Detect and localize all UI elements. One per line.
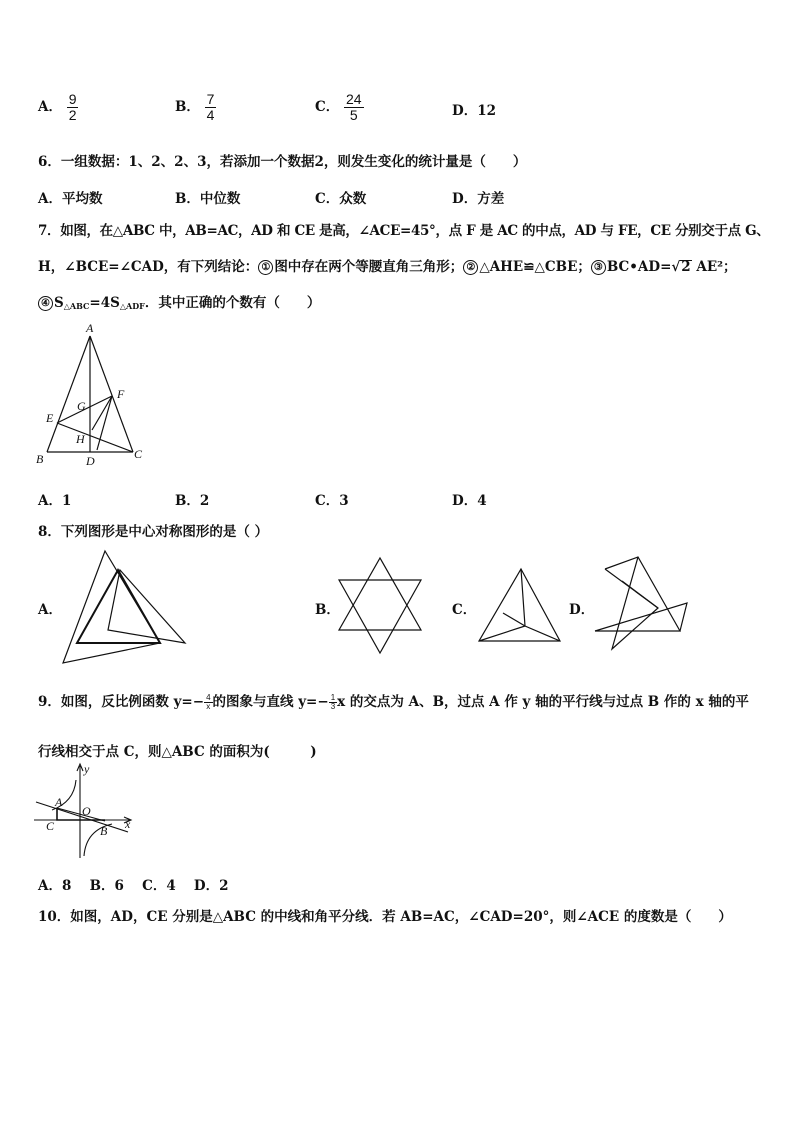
label-C: C [134, 447, 143, 461]
q9-graph-figure [30, 760, 140, 865]
q5-option-b [175, 92, 216, 123]
label-C: C [46, 819, 55, 833]
q7-conclusion-1: 图中存在两个等腰直角三角形； [274, 259, 464, 275]
axis-label-x: x [125, 817, 131, 831]
q5-option-a-numerator: 9 [68, 91, 77, 107]
q6-option-b: B．中位数 [175, 191, 241, 207]
q9-fraction-1 [204, 694, 212, 711]
q8-question-text: 8．下列图形是中心对称图形的是（ ） [38, 524, 269, 540]
label-A: A [55, 795, 63, 809]
q8-figure-a [60, 548, 190, 668]
q7-area-subscript-2: △ADF [119, 301, 145, 311]
q5-option-b-denominator: 4 [206, 107, 215, 123]
q7-conclusion-2: △AHE≌△CBE； [479, 259, 591, 275]
axis-label-y: y [84, 762, 90, 776]
q7-line2-prefix: H，∠BCE=∠CAD，有下列结论： [38, 259, 259, 275]
q6-option-d: D．方差 [452, 191, 505, 207]
q9-fraction-2-denominator: 3 [330, 702, 336, 711]
q7-area-equals: =4S [89, 295, 120, 311]
q5-option-c-fraction [344, 92, 364, 123]
q6-question-text: 6．一组数据：1、2、2、3，若添加一个数据2，则发生变化的统计量是（ ） [38, 154, 527, 170]
label-F: F [117, 387, 125, 401]
q7-option-d: D．4 [452, 493, 487, 509]
q5-option-c-denominator: 5 [349, 107, 358, 123]
q9-text-mid: 的图象与直线 y=− [212, 694, 329, 710]
q5-option-b-numerator: 7 [206, 91, 215, 107]
q9-question-line2: 行线相交于点 C，则△ABC 的面积为( ) [38, 744, 317, 760]
q9-fraction-2-numerator: 1 [330, 693, 336, 702]
q8-figure-d [592, 553, 692, 653]
q8-figure-c [475, 566, 565, 646]
q7-area-subscript-1: △ABC [63, 301, 90, 311]
q7-question-prompt: ．其中正确的个数有（ ） [144, 295, 321, 311]
q7-question-line3 [38, 291, 320, 311]
q5-option-a [38, 92, 78, 123]
q7-conclusion-4-marker: ④ [38, 296, 53, 311]
q5-option-c-label: C． [315, 99, 340, 115]
q9-options: A．8 B．6 C．4 D．2 [38, 878, 229, 894]
q8-option-c: C． [452, 602, 477, 618]
q7-conclusion-3-marker: ③ [591, 260, 606, 275]
q5-option-b-fraction [205, 92, 217, 123]
q10-question-text: 10．如图，AD，CE 分别是△ABC 的中线和角平分线．若 AB=AC，∠CAD=20°，则∠ACE 的度数是（ ） [38, 909, 732, 925]
q5-option-c-numerator: 24 [345, 91, 362, 107]
q5-option-a-denominator: 2 [68, 107, 77, 123]
label-H: H [76, 432, 85, 446]
q7-conclusion-1-marker: ① [258, 260, 273, 275]
q5-option-c [315, 92, 364, 123]
q7-question-line1: 7．如图，在△ABC 中，AB=AC，AD 和 CE 是高，∠ACE=45°，点 F 是 AC 的中点，AD 与 FE，CE 分别交于点 G、 [38, 223, 770, 239]
q9-question-line1 [38, 690, 749, 711]
q5-option-d: D．12 [452, 103, 496, 119]
q7-area-symbol-1: S [54, 295, 64, 311]
q9-text-pre: 9．如图，反比例函数 y=− [38, 694, 205, 710]
q7-triangle-figure [30, 320, 160, 470]
q7-conclusion-2-marker: ② [463, 260, 478, 275]
sqrt-symbol: √ [671, 259, 681, 275]
label-B: B [100, 824, 108, 838]
q7-question-line2 [38, 255, 737, 275]
q5-option-a-label: A． [38, 99, 62, 115]
q9-fraction-1-numerator: 4 [206, 693, 211, 702]
q7-sqrt-radicand: 2 [681, 259, 691, 275]
label-G: G [77, 399, 86, 413]
q7-conclusion-3-tail: AE²； [696, 259, 737, 275]
label-D: D [86, 454, 95, 468]
q5-option-a-fraction [67, 92, 79, 123]
label-B: B [36, 452, 44, 466]
q7-option-b: B．2 [175, 493, 210, 509]
q8-option-d: D． [569, 602, 595, 618]
q9-fraction-2 [329, 694, 337, 711]
q7-conclusion-3: BC•AD= [606, 259, 672, 275]
q6-option-c: C．众数 [315, 191, 367, 207]
q8-figure-b [335, 555, 425, 655]
label-O: O [82, 804, 91, 818]
label-E: E [46, 411, 54, 425]
q9-text-post: x 的交点为 A、B，过点 A 作 y 轴的平行线与过点 B 作的 x 轴的平 [337, 694, 749, 710]
q7-option-a: A．1 [38, 493, 72, 509]
label-A: A [86, 321, 94, 335]
q7-option-c: C．3 [315, 493, 349, 509]
q8-option-a: A． [38, 602, 62, 618]
q9-fraction-1-denominator: x [206, 702, 211, 711]
q6-option-a: A．平均数 [38, 191, 103, 207]
q8-option-b: B． [315, 602, 340, 618]
q5-option-b-label: B． [175, 99, 200, 115]
